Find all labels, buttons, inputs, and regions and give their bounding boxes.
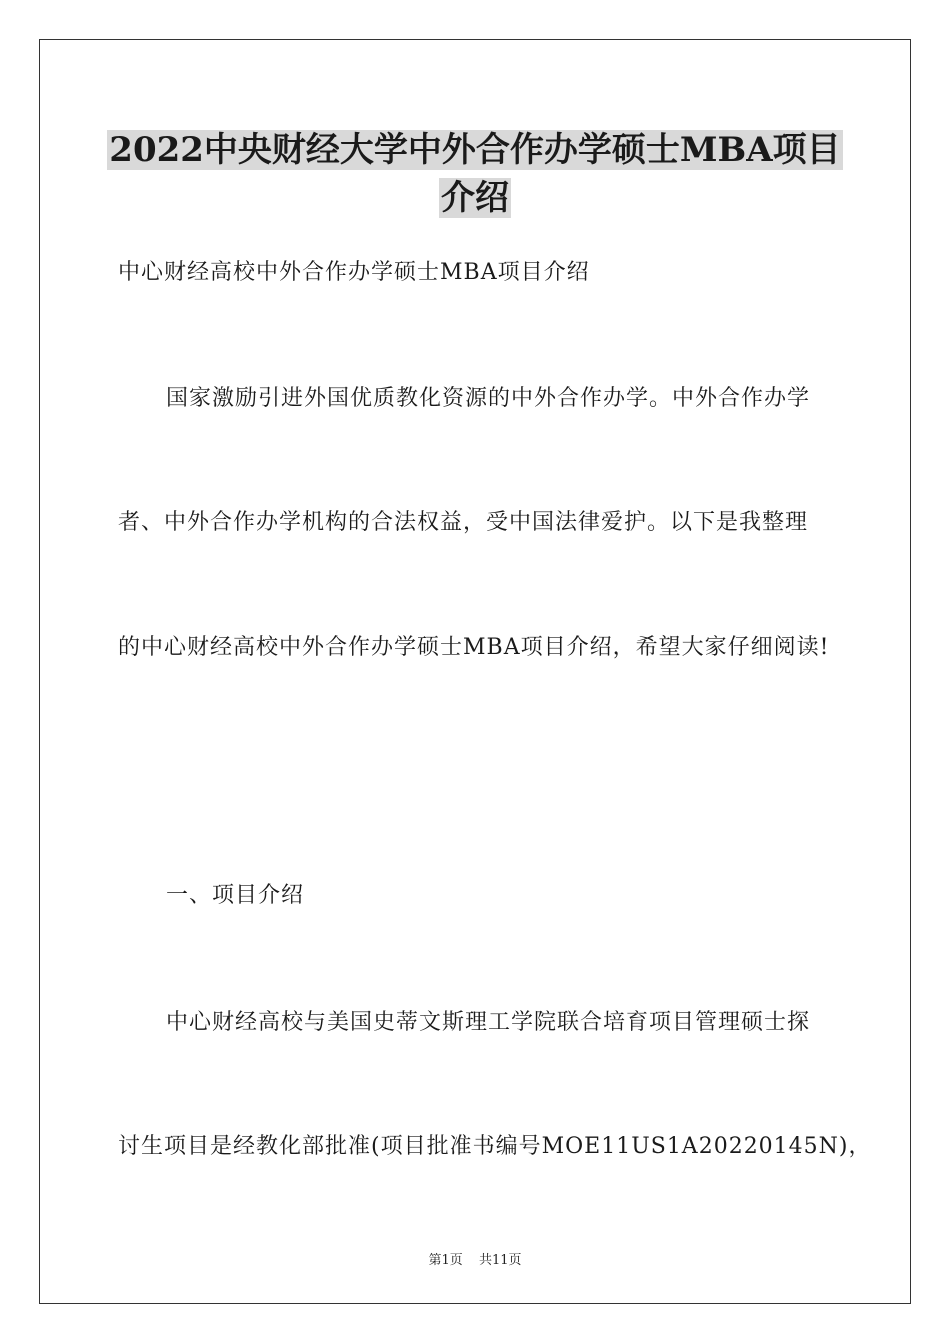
page-border — [39, 39, 911, 1304]
page-number: 第1页 — [428, 1253, 463, 1268]
paragraph-2-line-2: 讨生项目是经教化部批准(项目批准书编号MOE11US1A20220145N)， — [118, 1134, 872, 1159]
paragraph-1-line-2: 者、中外合作办学机构的合法权益，受中国法律爱护。以下是我整理 — [118, 510, 809, 535]
paragraph-2-line-1: 中心财经高校与美国史蒂文斯理工学院联合培育项目管理硕士探 — [166, 1010, 811, 1035]
section-heading: 一、项目介绍 — [166, 883, 305, 908]
title-line-2: 介绍 — [441, 178, 509, 218]
page-total: 共11页 — [478, 1253, 522, 1268]
title-line-1: 2022中央财经大学中外合作办学硕士MBA项目 — [109, 130, 841, 170]
paragraph-1-line-3: 的中心财经高校中外合作办学硕士MBA项目介绍，希望大家仔细阅读! — [118, 635, 830, 660]
subtitle: 中心财经高校中外合作办学硕士MBA项目介绍 — [118, 260, 590, 285]
document-title — [80, 126, 870, 222]
paragraph-1-line-1: 国家激励引进外国优质教化资源的中外合作办学。中外合作办学 — [166, 386, 811, 411]
page-footer — [0, 1249, 950, 1268]
